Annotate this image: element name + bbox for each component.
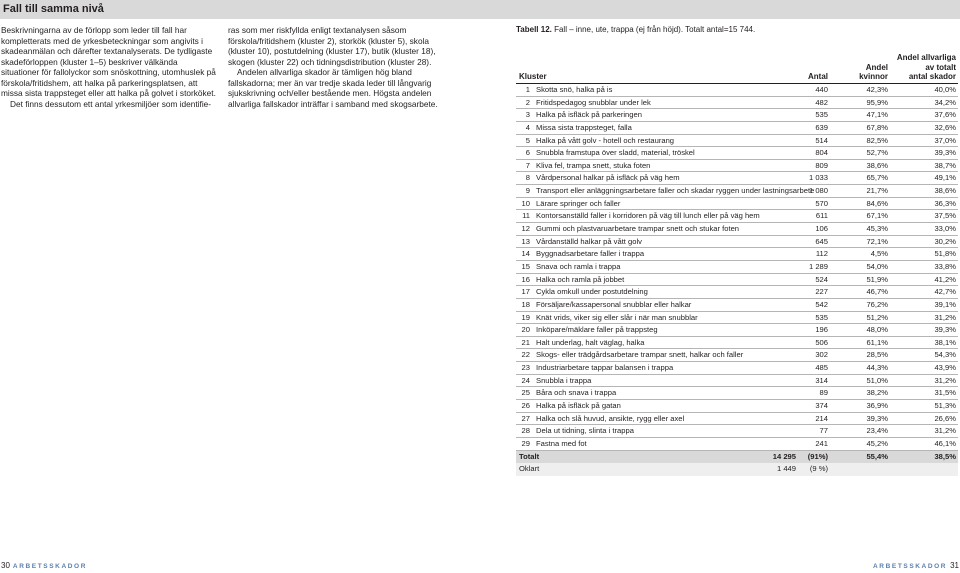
row-number: 3 [525, 110, 530, 120]
row-andel-allvarliga: 30,2% [934, 236, 956, 246]
table-header [516, 51, 958, 84]
table-row [516, 438, 958, 451]
row-andel-allvarliga: 54,3% [934, 350, 956, 360]
header-andel-line: Andel [865, 62, 888, 72]
row-number: 11 [522, 211, 530, 221]
total-pct: (91%) [807, 451, 828, 461]
row-andel-allvarliga: 36,3% [934, 198, 956, 208]
row-kluster-name: Skogs- eller trädgårdsarbetare trampar snett, halkar och faller [536, 350, 744, 360]
row-andel-kvinnor: 61,1% [866, 337, 888, 347]
row-kluster-name: Fritidspedagog snubblar under lek [536, 97, 651, 107]
row-andel-allvarliga: 38,6% [934, 186, 956, 196]
row-andel-allvarliga: 39,3% [934, 325, 956, 335]
row-andel-allvarliga: 41,2% [934, 274, 956, 284]
row-antal: 374 [815, 401, 828, 411]
row-antal: 485 [815, 363, 828, 373]
header-andel-line: kvinnor [859, 71, 888, 81]
row-andel-kvinnor: 52,7% [866, 148, 888, 158]
row-kluster-name: Fastna med fot [536, 438, 587, 448]
total-skador: 38,5% [934, 451, 956, 461]
row-andel-allvarliga: 33,8% [934, 261, 956, 271]
footer-brand-right: ARBETSSKADOR [873, 563, 948, 570]
row-number: 22 [521, 350, 530, 360]
row-andel-kvinnor: 51,2% [866, 312, 888, 322]
footer-left [1, 561, 90, 572]
row-antal: 196 [815, 325, 828, 335]
row-kluster-name: Skotta snö, halka på is [536, 85, 613, 94]
row-number: 9 [525, 186, 530, 196]
row-andel-kvinnor: 38,6% [866, 160, 888, 170]
row-antal: 440 [815, 85, 828, 94]
table-row [516, 261, 958, 274]
row-andel-allvarliga: 38,1% [934, 337, 956, 347]
row-antal: 302 [815, 350, 828, 360]
page-number-left: 30 [1, 561, 10, 570]
row-antal: 611 [815, 211, 828, 221]
table-row [516, 387, 958, 400]
total-label: Totalt [519, 451, 540, 461]
table-row [516, 400, 958, 413]
page-header-band [0, 0, 960, 19]
table-12 [516, 25, 958, 476]
row-andel-kvinnor: 48,0% [866, 325, 888, 335]
row-antal: 227 [815, 287, 828, 297]
row-kluster-name: Byggnadsarbetare faller i trappa [536, 249, 645, 259]
row-number: 29 [521, 438, 530, 448]
row-kluster-name: Industriarbetare tappar balansen i trappa [536, 363, 674, 373]
row-andel-allvarliga: 39,1% [934, 299, 956, 309]
header-skador-line: av totalt [925, 62, 956, 72]
row-andel-allvarliga: 34,2% [934, 97, 956, 107]
table-caption-label: Tabell 12. [516, 25, 552, 34]
header-kluster: Kluster [519, 71, 547, 81]
row-andel-kvinnor: 42,3% [866, 85, 888, 94]
row-kluster-name: Snubbla framstupa över sladd, material, tröskel [536, 148, 695, 158]
row-number: 12 [521, 224, 530, 234]
table-row [516, 349, 958, 362]
table-row [516, 84, 958, 97]
row-kluster-name: Kliva fel, trampa snett, stuka foten [536, 160, 651, 170]
row-andel-allvarliga: 31,2% [934, 375, 956, 385]
row-number: 2 [525, 97, 530, 107]
row-andel-kvinnor: 51,0% [866, 375, 888, 385]
row-number: 26 [521, 401, 530, 411]
page-number-right: 31 [950, 561, 959, 570]
unclear-antal: 1 449 [776, 464, 796, 474]
row-number: 17 [521, 287, 530, 297]
table-row [516, 362, 958, 375]
row-andel-allvarliga: 38,7% [934, 160, 956, 170]
paragraph: Beskrivningarna av de förlopp som leder till fall har kompletterats med de yrkesbeteckningar som angivits i skadeanmälan och därefter textanalyserats. De tydligaste skadeförloppen (kluster 1–5) beskriver välkända situationer för fallolyckor som snöskottning, utomhuslek på förskola/fritidshem, att halka på parkeringsplatsen, att missa sista trappsteget eller att halka på golvet i storköket. [1, 25, 216, 99]
row-number: 21 [521, 337, 530, 347]
header-antal: Antal [808, 71, 828, 81]
unclear-pct: (9 %) [809, 464, 828, 474]
row-antal: 639 [815, 122, 828, 132]
row-kluster-name: Gummi och plastvaruarbetare trampar snett och stukar foten [536, 224, 740, 234]
row-andel-kvinnor: 45,2% [866, 438, 888, 448]
table-row [516, 160, 958, 173]
table-row [516, 312, 958, 325]
row-antal: 809 [815, 160, 828, 170]
table-row [516, 425, 958, 438]
row-kluster-name: Kontorsanställd faller i korridoren på väg till lunch eller på väg hem [536, 211, 760, 221]
row-antal: 214 [815, 413, 828, 423]
row-number: 6 [525, 148, 530, 158]
footer-right [870, 561, 959, 572]
row-andel-kvinnor: 44,3% [866, 363, 888, 373]
row-number: 25 [521, 388, 530, 398]
row-andel-allvarliga: 49,1% [934, 173, 956, 183]
row-andel-kvinnor: 21,7% [866, 186, 888, 196]
row-antal: 482 [815, 97, 828, 107]
row-kluster-name: Vårdanställd halkar på vått golv [536, 236, 642, 246]
row-kluster-name: Cykla omkull under postutdelning [536, 287, 648, 297]
row-antal: 1 289 [808, 261, 828, 271]
table-row [516, 286, 958, 299]
row-andel-kvinnor: 36,9% [866, 401, 888, 411]
row-kluster-name: Lärare springer och faller [536, 198, 621, 208]
row-andel-allvarliga: 31,2% [934, 426, 956, 436]
total-andel: 55,4% [866, 451, 888, 461]
row-andel-kvinnor: 47,1% [866, 110, 888, 120]
row-antal: 524 [815, 274, 828, 284]
table-caption-text: Fall – inne, ute, trappa (ej från höjd). Totalt antal=15 744. [551, 25, 756, 34]
row-kluster-name: Transport eller anläggningsarbetare faller och skadar ryggen under lastningsarbete [536, 186, 815, 196]
row-andel-allvarliga: 26,6% [934, 413, 956, 423]
table-caption [516, 25, 958, 51]
row-antal: 535 [815, 312, 828, 322]
row-andel-kvinnor: 45,3% [866, 224, 888, 234]
table-row [516, 236, 958, 249]
table-row [516, 185, 958, 198]
page-title: Fall till samma nivå [3, 3, 104, 15]
table-row [516, 147, 958, 160]
table-row [516, 413, 958, 426]
row-andel-allvarliga: 37,5% [934, 211, 956, 221]
row-kluster-name: Halka och slå huvud, ansikte, rygg eller axel [536, 413, 685, 423]
row-kluster-name: Halka på isfläck på gatan [536, 401, 621, 411]
row-andel-kvinnor: 67,1% [866, 211, 888, 221]
row-andel-allvarliga: 32,6% [934, 122, 956, 132]
row-number: 14 [521, 249, 530, 259]
row-andel-kvinnor: 23,4% [866, 426, 888, 436]
row-antal: 1 033 [808, 173, 828, 183]
row-number: 8 [525, 173, 530, 183]
row-antal: 1 080 [808, 186, 828, 196]
row-number: 18 [521, 299, 530, 309]
row-andel-kvinnor: 95,9% [866, 97, 888, 107]
row-kluster-name: Halt underlag, halt väglag, halka [536, 337, 645, 347]
table-row [516, 299, 958, 312]
row-number: 16 [521, 274, 530, 284]
table-row [516, 274, 958, 287]
row-antal: 535 [815, 110, 828, 120]
row-antal: 241 [815, 438, 828, 448]
row-kluster-name: Halka på vått golv - hotell och restaurang [536, 135, 675, 145]
table-row [516, 109, 958, 122]
row-antal: 106 [815, 224, 828, 234]
row-andel-kvinnor: 28,5% [866, 350, 888, 360]
row-antal: 514 [815, 135, 828, 145]
row-number: 1 [525, 85, 530, 94]
row-number: 28 [521, 426, 530, 436]
table-row [516, 324, 958, 337]
row-antal: 77 [819, 426, 828, 436]
row-andel-allvarliga: 31,2% [934, 312, 956, 322]
table-row [516, 210, 958, 223]
table-row [516, 223, 958, 236]
row-andel-kvinnor: 54,0% [866, 261, 888, 271]
row-andel-kvinnor: 4,5% [870, 249, 888, 259]
row-andel-kvinnor: 65,7% [866, 173, 888, 183]
row-kluster-name: Försäljare/kassapersonal snubblar eller halkar [536, 299, 692, 309]
table-row [516, 135, 958, 148]
paragraph: Det finns dessutom ett antal yrkesmiljöer som identifie- [10, 98, 212, 109]
row-antal: 804 [815, 148, 828, 158]
row-antal: 542 [815, 299, 828, 309]
table-row [516, 248, 958, 261]
row-number: 19 [521, 312, 530, 322]
header-skador-line: antal skador [908, 71, 956, 81]
row-kluster-name: Dela ut tidning, slinta i trappa [536, 426, 634, 436]
row-kluster-name: Vårdpersonal halkar på isfläck på väg hem [536, 173, 680, 183]
row-andel-allvarliga: 42,7% [934, 287, 956, 297]
row-kluster-name: Halka och ramla på jobbet [536, 274, 625, 284]
footer-brand-left: ARBETSSKADOR [12, 563, 87, 570]
row-andel-kvinnor: 46,7% [866, 287, 888, 297]
row-andel-allvarliga: 33,0% [934, 224, 956, 234]
row-antal: 645 [815, 236, 828, 246]
header-skador-line: Andel allvarliga [896, 53, 956, 63]
row-andel-allvarliga: 31,5% [934, 388, 956, 398]
row-andel-allvarliga: 39,3% [934, 148, 956, 158]
text-column-middle [228, 25, 453, 109]
row-andel-allvarliga: 37,0% [934, 135, 956, 145]
row-antal: 506 [815, 337, 828, 347]
row-andel-kvinnor: 39,3% [866, 413, 888, 423]
row-andel-kvinnor: 84,6% [866, 198, 888, 208]
row-kluster-name: Inköpare/mäklare faller på trappsteg [536, 325, 658, 335]
row-andel-allvarliga: 43,9% [934, 363, 956, 373]
row-andel-kvinnor: 76,2% [866, 299, 888, 309]
row-andel-kvinnor: 38,2% [866, 388, 888, 398]
row-andel-allvarliga: 40,0% [934, 85, 956, 94]
row-kluster-name: Halka på isfläck på parkeringen [536, 110, 642, 120]
row-andel-kvinnor: 72,1% [866, 236, 888, 246]
row-number: 4 [525, 122, 530, 132]
row-andel-allvarliga: 46,1% [934, 438, 956, 448]
row-number: 10 [521, 198, 530, 208]
row-andel-allvarliga: 51,8% [934, 249, 956, 259]
row-kluster-name: Snubbla i trappa [536, 375, 592, 385]
table-row [516, 97, 958, 110]
unclear-label: Oklart [519, 464, 540, 474]
table-row [516, 375, 958, 388]
row-andel-kvinnor: 67,8% [866, 122, 888, 132]
table-row [516, 172, 958, 185]
row-andel-allvarliga: 37,6% [934, 110, 956, 120]
row-kluster-name: Missa sista trappsteget, falla [536, 122, 632, 132]
row-number: 23 [521, 363, 530, 373]
row-antal: 314 [815, 375, 828, 385]
row-kluster-name: Snava och ramla i trappa [536, 261, 621, 271]
row-number: 27 [521, 413, 530, 423]
total-antal: 14 295 [772, 451, 796, 461]
row-number: 5 [525, 135, 530, 145]
row-number: 7 [525, 160, 530, 170]
header-andel-kvinnor [859, 63, 888, 81]
table-row [516, 198, 958, 211]
table-row-unclear [516, 463, 958, 476]
table-row [516, 122, 958, 135]
row-number: 20 [521, 325, 530, 335]
row-number: 24 [521, 375, 530, 385]
row-kluster-name: Knät vrids, viker sig eller slår i när man snubblar [536, 312, 698, 322]
table-row-total [516, 451, 958, 464]
paragraph: ras som mer riskfyllda enligt textanalysen såsom förskola/fritidshem (kluster 2), storkök (kluster 5), skola (kluster 10), postutdelning (kluster 17), butik (kluster 18), skogen (kluster 22) och tidningsdistribution (kluster 28). [228, 25, 436, 67]
row-andel-kvinnor: 51,9% [866, 274, 888, 284]
row-andel-kvinnor: 82,5% [866, 135, 888, 145]
row-number: 15 [521, 261, 530, 271]
row-antal: 570 [815, 198, 828, 208]
row-number: 13 [521, 236, 530, 246]
text-column-left [1, 25, 216, 109]
table-row [516, 337, 958, 350]
row-andel-allvarliga: 51,3% [934, 401, 956, 411]
row-kluster-name: Båra och snava i trappa [536, 388, 617, 398]
paragraph: Andelen allvarliga skador är tämligen hög bland fallskadorna; mer än var tredje skada leder till långvarig sjukskrivning och/eller bestående men. Högsta andelen allvarliga fallskador inträffar i samband med skogsarbete. [228, 67, 438, 109]
row-antal: 112 [815, 249, 828, 259]
header-andel-allvarliga [897, 53, 956, 81]
row-antal: 89 [819, 388, 828, 398]
table-body [516, 84, 958, 451]
